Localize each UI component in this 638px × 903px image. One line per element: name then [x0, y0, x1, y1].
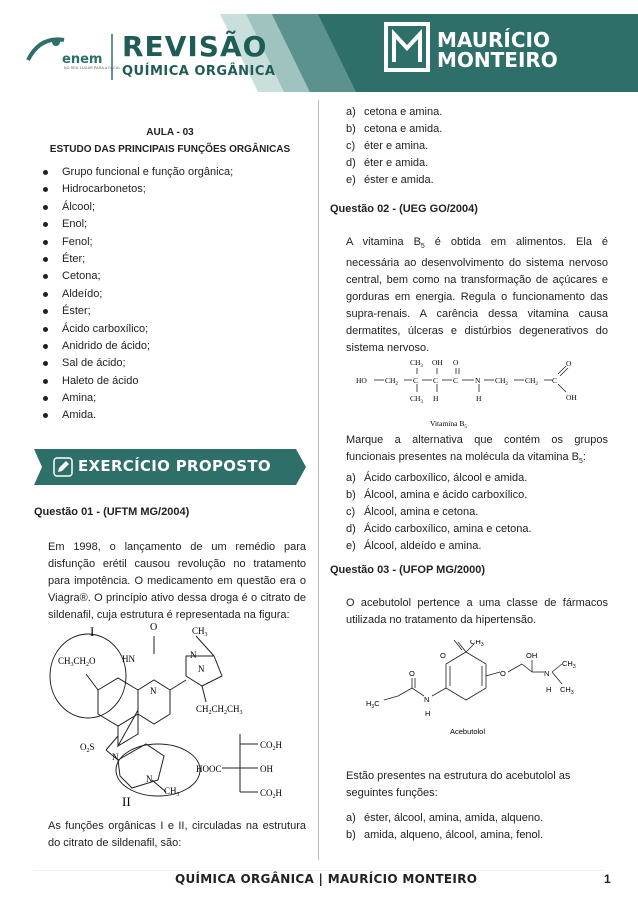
question-3-prompt: Estão presentes na estrutura do acebutolol as seguintes funções: — [346, 770, 571, 799]
propyl-label: $CH_2CH_2CH_3$ — [196, 704, 243, 716]
n4-label: N — [112, 752, 119, 762]
column-divider — [318, 100, 319, 860]
methyl-label: $CH_3$ — [192, 626, 208, 638]
enem-logo: enem — [62, 52, 103, 67]
question-2-prompt: Marque a alternativa que contém os grupos funcionais presentes na molécula da vitamina $B_5$: — [346, 434, 608, 466]
label-II: II — [122, 794, 131, 809]
svg-text:HO: HO — [356, 376, 367, 385]
option-item: a) Ácido carboxílico, álcool e amida. — [346, 472, 528, 485]
svg-text:H3C: $H_3C$ — [366, 699, 380, 710]
acebutolol-caption: Acebutolol — [450, 727, 486, 736]
vitamin-b5-caption: Vitamina $B_5$ — [430, 419, 467, 430]
carbonyl-o: O — [150, 622, 158, 633]
question-3-title: Questão 03 - (UFOP MG/2000) — [330, 564, 486, 576]
svg-text:CH2: $CH_2$ — [385, 376, 398, 387]
topic-item: Fenol; — [40, 234, 306, 251]
option-item: d) éter e amida. — [346, 157, 429, 169]
label-I: I — [90, 624, 95, 639]
svg-text:H: H — [425, 709, 431, 718]
topic-item: Aldeído; — [40, 286, 306, 303]
question-2-options — [346, 470, 608, 555]
page-number: 1 — [604, 872, 611, 886]
methyl-n-label: $CH_3$ — [164, 786, 180, 798]
topic-item: Éter; — [40, 251, 306, 268]
header-banner — [0, 0, 638, 100]
question-3-prompt-block — [346, 768, 608, 844]
question-1-prompt: As funções orgânicas I e II, circuladas na estrutura do citrato de sildenafil, são: — [48, 820, 306, 849]
question-3 — [330, 562, 608, 629]
topic-item: Amina; — [40, 390, 306, 407]
svg-text:OH: OH — [526, 651, 538, 660]
citrate-co2h-top: $CO_2H$ — [260, 740, 283, 752]
topic-item: Hidrocarbonetos; — [40, 181, 306, 198]
citrate-hooc: HOOC — [196, 764, 222, 774]
option-item: c) éter e amina. — [346, 140, 429, 152]
svg-text:OH: OH — [432, 358, 443, 367]
sildenafil-structure — [46, 616, 306, 812]
svg-text:CH3: $CH_3$ — [470, 640, 484, 648]
svg-text:O: O — [566, 359, 572, 368]
topic-item: Grupo funcional e função orgânica; — [40, 164, 306, 181]
topic-item: Cetona; — [40, 268, 306, 285]
svg-text:N: N — [475, 376, 481, 385]
ethoxy-label: $CH_3CH_2O$ — [58, 656, 96, 668]
option-item: a) éster, álcool, amina, amida, alqueno. — [346, 812, 544, 824]
topic-item: Éster; — [40, 303, 306, 320]
question-2-prompt-block — [346, 432, 608, 555]
n3-label: N — [150, 686, 157, 696]
option-item: e) éster e amida. — [346, 174, 434, 186]
question-2-text: A vitamina $B_5$ é obtida em alimentos. Ela é necessária ao desenvolvimento do sistema nervoso central, bem como na transformação de açúcares e gorduras em energia. Regula o funcionamento das supra-renais. A carência dessa vitamina causa dermatites, úlceras e distúrbios degenerativos do sistema nervoso. — [346, 236, 609, 355]
acebutolol-structure — [362, 640, 582, 744]
right-column — [330, 104, 608, 357]
banner-subtitle: QUÍMICA ORGÂNICA — [122, 64, 276, 79]
svg-text:H: H — [433, 394, 439, 403]
topic-item: Sal de ácido; — [40, 355, 306, 372]
hn-label: HN — [122, 654, 135, 664]
topic-item: Enol; — [40, 216, 306, 233]
citrate-co2h-bottom: $CO_2H$ — [260, 788, 283, 800]
svg-text:CH3: $CH_3$ — [560, 685, 574, 696]
svg-text:CH3: $CH_3$ — [410, 394, 423, 405]
svg-text:C: C — [453, 376, 459, 385]
footer-text: QUÍMICA ORGÂNICA | MAURÍCIO MONTEIRO — [175, 872, 478, 886]
topic-list — [34, 164, 306, 425]
svg-text:C: C — [552, 376, 558, 385]
question-1-text: Em 1998, o lançamento de um remédio para disfunção erétil causou revolução no tratamento para impotência. O medicamento em questão era o Viagra®. O princípio ativo dessa droga é o citrato de sildenafil, cuja estrutura é representada na figura: — [48, 541, 306, 621]
n5-label: N — [146, 774, 153, 784]
topic-item: Haleto de ácido — [40, 373, 306, 390]
svg-text:O: O — [500, 669, 506, 678]
option-item: b) amida, alqueno, álcool, amina, fenol. — [346, 829, 544, 841]
svg-text:CH2: $CH_2$ — [495, 376, 508, 387]
vitamin-b5-structure — [352, 354, 592, 430]
svg-text:O: O — [440, 651, 446, 660]
n2-label: N — [198, 664, 205, 674]
svg-text:CH3: $CH_3$ — [562, 659, 576, 670]
question-3-options — [346, 810, 608, 844]
question-1-options — [330, 104, 608, 189]
sulfonyl-label: $O_2S$ — [80, 742, 95, 754]
question-1-title: Questão 01 - (UFTM MG/2004) — [34, 506, 190, 518]
enem-tagline: NO SEU LUGAR PARA A FACUL — [64, 66, 121, 70]
question-2-title: Questão 02 - (UEG GO/2004) — [330, 203, 478, 215]
option-item: c) Álcool, amina e cetona. — [346, 506, 479, 519]
svg-text:N: N — [544, 669, 550, 678]
lesson-subtitle: ESTUDO DAS PRINCIPAIS FUNÇÕES ORGÂNICAS — [49, 144, 291, 155]
svg-text:CH3: $CH_3$ — [410, 358, 423, 369]
svg-text:OH: OH — [566, 393, 577, 402]
banner-title: REVISÃO — [122, 30, 268, 63]
question-1 — [34, 504, 306, 624]
n1-label: N — [190, 650, 197, 660]
svg-text:N: N — [424, 695, 430, 704]
svg-text:C: C — [413, 376, 419, 385]
svg-text:CH2: $CH_2$ — [525, 376, 538, 387]
svg-text:H: H — [476, 394, 482, 403]
brand-name: MAURÍCIO MONTEIRO — [437, 28, 558, 72]
svg-text:O: O — [453, 358, 459, 367]
exercise-banner-label: EXERCÍCIO PROPOSTO — [78, 457, 271, 475]
topic-item: Amida. — [40, 407, 306, 424]
topic-item: Álcool; — [40, 199, 306, 216]
option-item: b) cetona e amida. — [346, 123, 443, 135]
topic-item: Ácido carboxílico; — [40, 321, 306, 338]
topic-item: Anidrido de ácido; — [40, 338, 306, 355]
svg-text:O: O — [409, 669, 415, 678]
citrate-oh: OH — [260, 764, 273, 774]
option-item: e) Álcool, aldeído e amina. — [346, 540, 482, 553]
svg-text:C: C — [433, 376, 439, 385]
option-item: d) Ácido carboxílico, amina e cetona. — [346, 523, 532, 536]
option-item: a) cetona e amina. — [346, 106, 443, 118]
svg-text:H: H — [546, 685, 552, 694]
lesson-title: AULA - 03 — [146, 127, 194, 138]
question-3-text: O acebutolol pertence a uma classe de fármacos utilizada no tratamento da hipertensão. — [346, 597, 608, 626]
option-item: b) Álcool, amina e ácido carboxílico. — [346, 489, 528, 502]
lesson-section — [34, 124, 306, 425]
